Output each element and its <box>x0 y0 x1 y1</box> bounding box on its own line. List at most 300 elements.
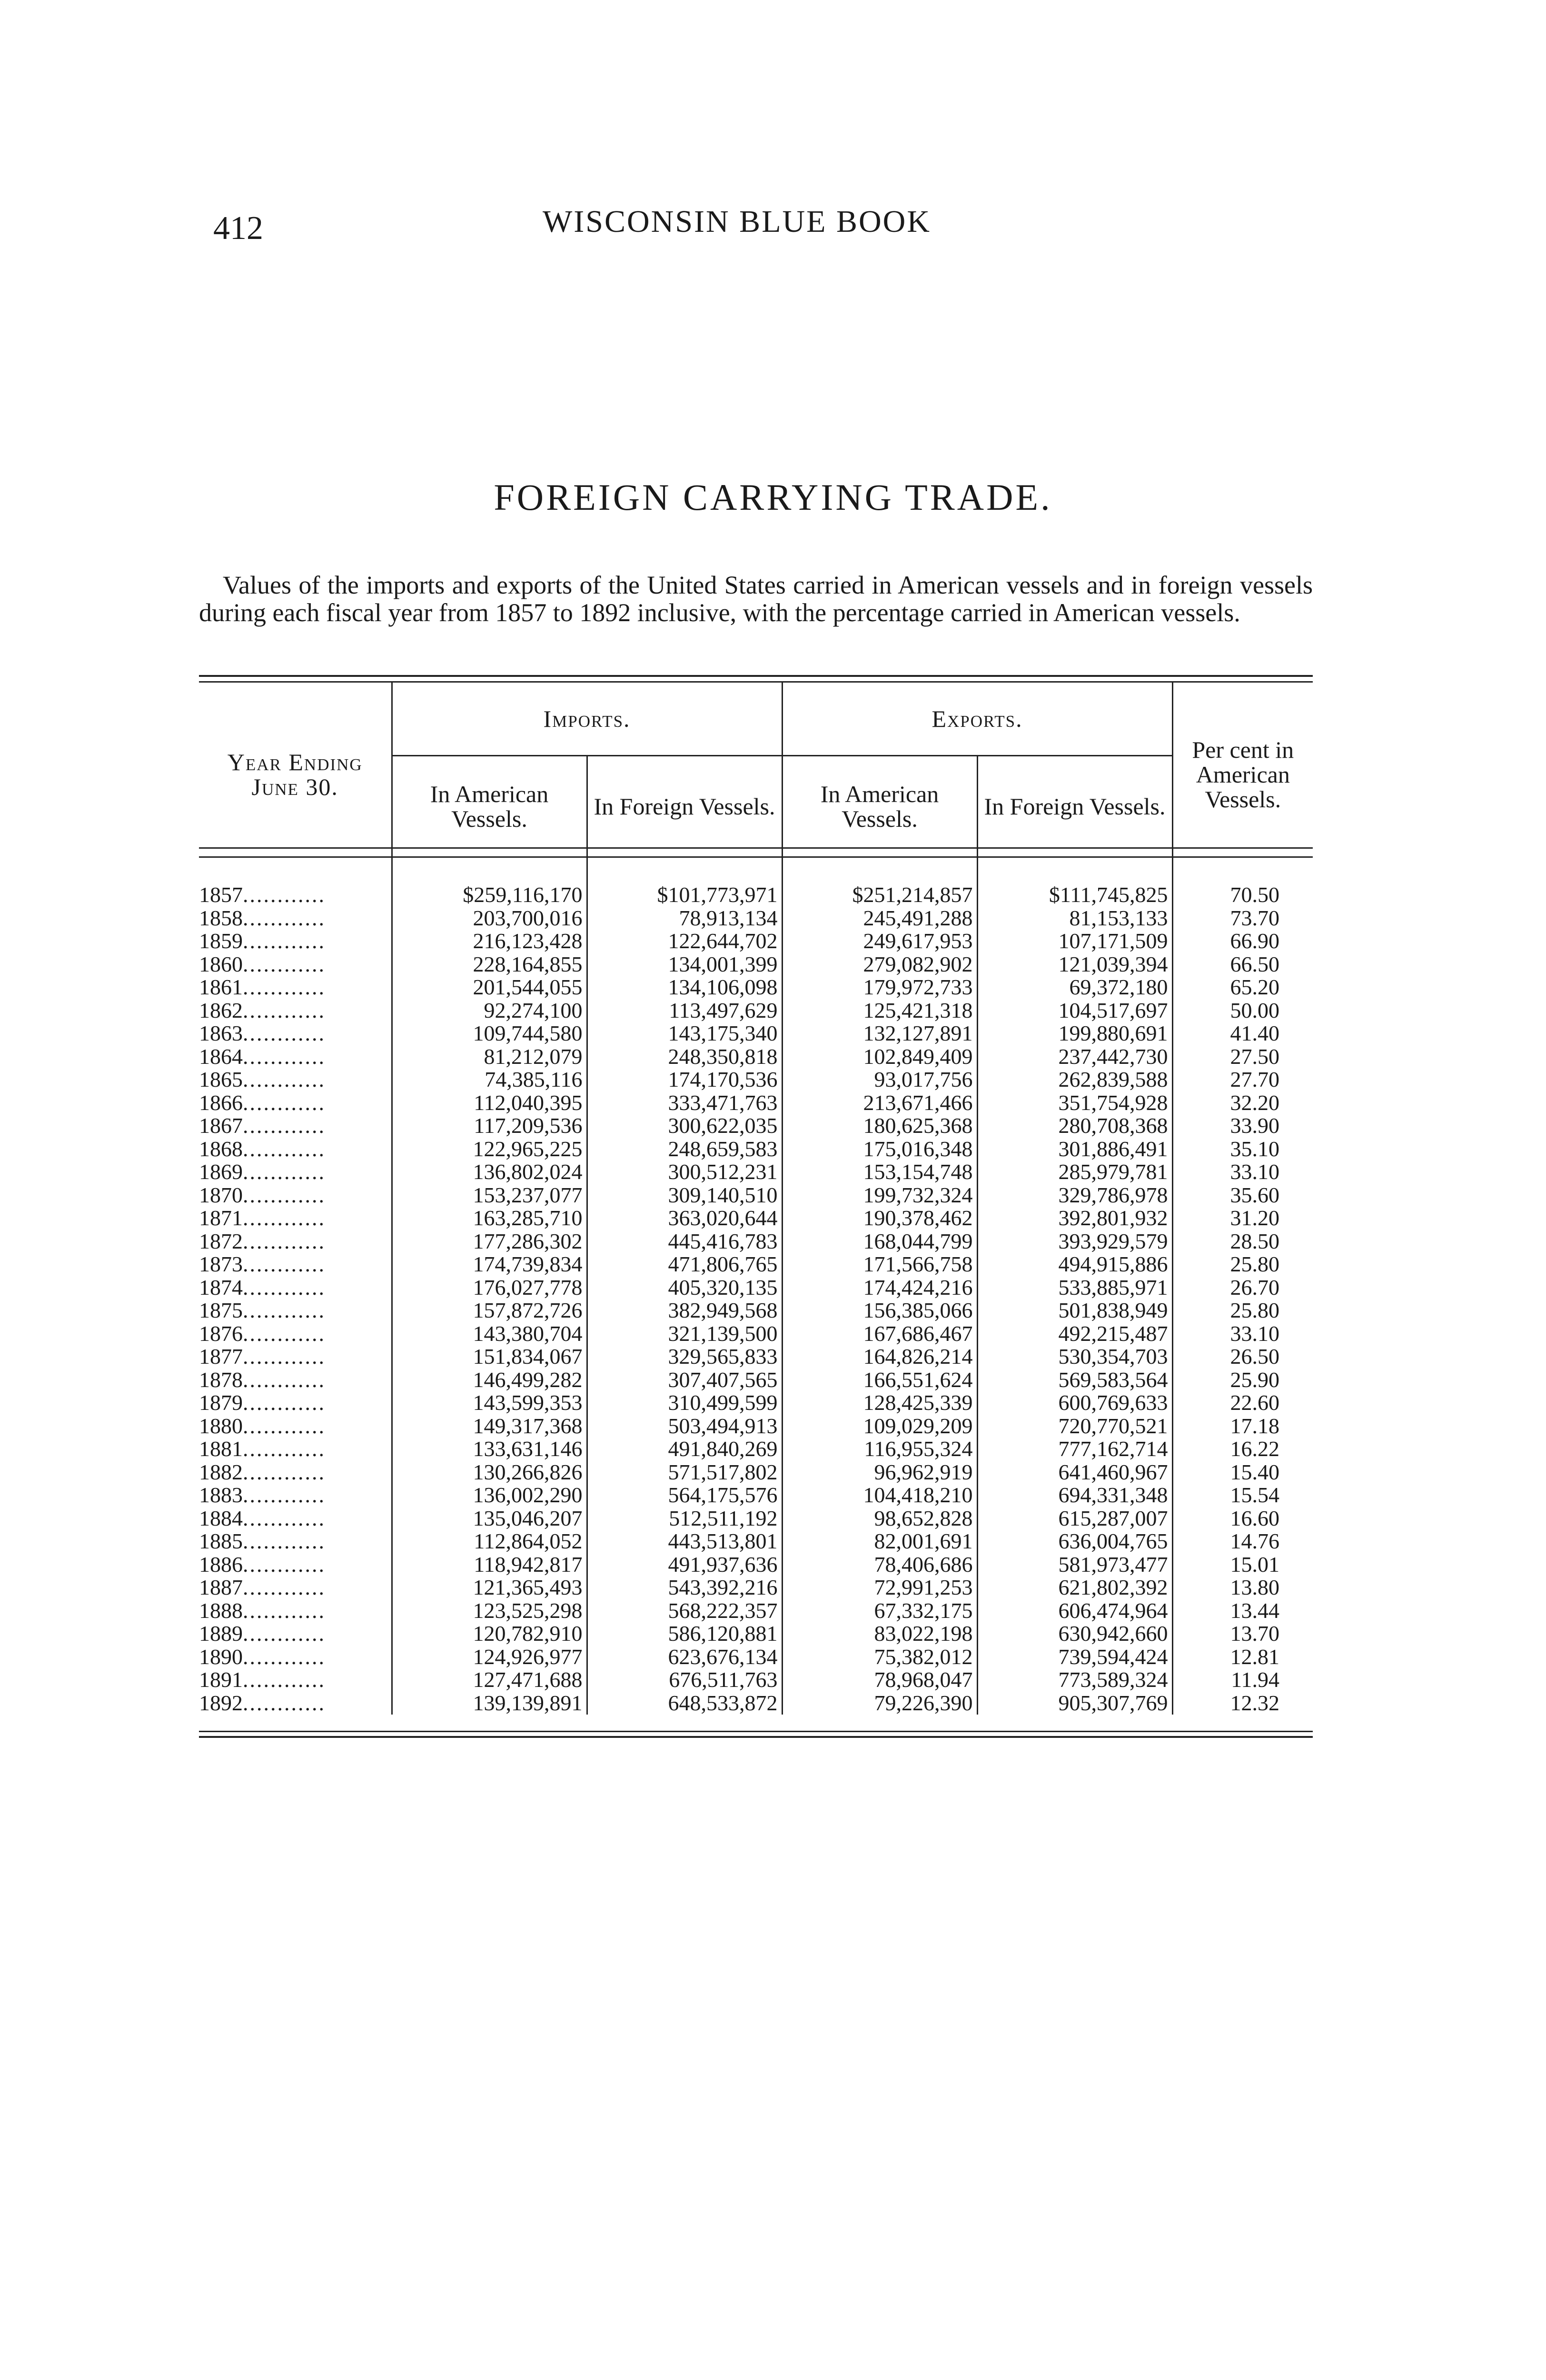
exports-foreign-cell: 262,839,588 <box>977 1068 1172 1091</box>
year-value: 1867 <box>199 1114 243 1138</box>
per-cent-cell: 35.10 <box>1230 1137 1280 1160</box>
year-value: 1869 <box>199 1160 243 1184</box>
year-value: 1863 <box>199 1022 243 1045</box>
imports-foreign-cell: 405,320,135 <box>587 1276 782 1299</box>
leader-dots: ............ <box>243 1484 326 1507</box>
year-value: 1871 <box>199 1207 243 1230</box>
leader-dots: ............ <box>243 906 326 930</box>
year-cell <box>199 1668 392 1692</box>
imports-american-cell: 143,599,353 <box>392 1391 587 1415</box>
exports-american-cell: 164,826,214 <box>782 1345 977 1368</box>
year-cell <box>199 1184 392 1207</box>
imports-foreign-cell: 382,949,568 <box>587 1299 782 1322</box>
exports-american-cell: 180,625,368 <box>782 1114 977 1138</box>
exports-american-cell: 125,421,318 <box>782 999 977 1022</box>
leader-dots: ............ <box>243 1068 326 1091</box>
exports-foreign-cell: 581,973,477 <box>977 1553 1172 1577</box>
leader-dots: ............ <box>243 1368 326 1391</box>
table-row <box>199 1091 1313 1115</box>
year-cell <box>199 1253 392 1276</box>
table-row <box>199 1045 1313 1069</box>
imports-foreign-cell: 134,001,399 <box>587 953 782 976</box>
table-row <box>199 1368 1313 1392</box>
imports-foreign-cell: 248,659,583 <box>587 1138 782 1161</box>
per-cent-cell: 25.80 <box>1230 1253 1280 1276</box>
imports-american-cell: 216,123,428 <box>392 930 587 953</box>
table-row <box>199 1230 1313 1253</box>
imports-foreign-cell: 491,840,269 <box>587 1438 782 1461</box>
imports-american-cell: 118,942,817 <box>392 1553 587 1577</box>
per-cent-cell: 31.20 <box>1230 1207 1280 1230</box>
per-cent-cell: 27.50 <box>1230 1045 1280 1068</box>
per-cent-cell: 17.18 <box>1230 1414 1280 1438</box>
imports-foreign-cell: $101,773,971 <box>587 883 782 907</box>
exports-american-cell: 190,378,462 <box>782 1207 977 1230</box>
leader-dots: ............ <box>243 1183 326 1207</box>
leader-dots: ............ <box>243 1668 326 1692</box>
leader-dots: ............ <box>243 930 326 953</box>
year-value: 1890 <box>199 1645 243 1668</box>
page-title: FOREIGN CARRYING TRADE. <box>494 476 1052 518</box>
year-cell <box>199 1507 392 1530</box>
per-cent-cell: 66.90 <box>1230 930 1280 953</box>
exports-foreign-cell: 351,754,928 <box>977 1091 1172 1115</box>
exports-american-header: In American Vessels. <box>782 756 977 848</box>
table-row <box>199 1391 1313 1415</box>
exports-american-cell: 78,406,686 <box>782 1553 977 1577</box>
exports-american-cell: 199,732,324 <box>782 1184 977 1207</box>
imports-foreign-cell: 307,407,565 <box>587 1368 782 1392</box>
year-value: 1860 <box>199 952 243 976</box>
year-cell <box>199 1230 392 1253</box>
year-cell <box>199 930 392 953</box>
year-value: 1877 <box>199 1345 243 1368</box>
year-value: 1861 <box>199 976 243 999</box>
table-row <box>199 1207 1313 1230</box>
leader-dots: ............ <box>243 1137 326 1160</box>
imports-american-cell: 228,164,855 <box>392 953 587 976</box>
per-cent-cell: 11.94 <box>1231 1668 1280 1692</box>
leader-dots: ............ <box>243 1045 326 1068</box>
exports-american-cell: 171,566,758 <box>782 1253 977 1276</box>
year-cell <box>199 1368 392 1392</box>
exports-american-cell: 167,686,467 <box>782 1322 977 1346</box>
imports-foreign-cell: 568,222,357 <box>587 1599 782 1623</box>
per-cent-cell: 15.01 <box>1230 1553 1280 1576</box>
exports-foreign-cell: 777,162,714 <box>977 1438 1172 1461</box>
year-cell <box>199 1553 392 1577</box>
exports-american-cell: 93,017,756 <box>782 1068 977 1091</box>
imports-foreign-cell: 623,676,134 <box>587 1646 782 1669</box>
imports-header: Imports. <box>392 683 782 756</box>
per-cent-cell: 32.20 <box>1230 1091 1280 1114</box>
exports-american-cell: 78,968,047 <box>782 1668 977 1692</box>
leader-dots: ............ <box>243 1622 326 1646</box>
year-value: 1872 <box>199 1230 243 1253</box>
year-cell <box>199 1599 392 1623</box>
year-ending-line2: June 30. <box>251 773 338 800</box>
year-cell <box>199 1461 392 1484</box>
year-cell <box>199 1022 392 1045</box>
imports-foreign-cell: 300,512,231 <box>587 1160 782 1184</box>
imports-foreign-cell: 309,140,510 <box>587 1184 782 1207</box>
imports-american-cell: 81,212,079 <box>392 1045 587 1069</box>
per-cent-cell: 14.76 <box>1230 1530 1280 1553</box>
per-cent-cell: 13.80 <box>1230 1576 1280 1599</box>
imports-american-cell: 123,525,298 <box>392 1599 587 1623</box>
imports-american-cell: 174,739,834 <box>392 1253 587 1276</box>
imports-foreign-cell: 471,806,765 <box>587 1253 782 1276</box>
imports-american-cell: 109,744,580 <box>392 1022 587 1045</box>
table-row <box>199 930 1313 953</box>
exports-foreign-cell: 104,517,697 <box>977 999 1172 1022</box>
leader-dots: ............ <box>243 1253 326 1276</box>
table-row <box>199 1668 1313 1692</box>
imports-foreign-cell: 329,565,833 <box>587 1345 782 1368</box>
year-cell <box>199 1299 392 1322</box>
year-cell <box>199 1276 392 1299</box>
table-row <box>199 1022 1313 1045</box>
year-cell <box>199 1091 392 1115</box>
table-row <box>199 1415 1313 1438</box>
leader-dots: ............ <box>243 1438 326 1461</box>
exports-american-cell: 153,154,748 <box>782 1160 977 1184</box>
exports-foreign-cell: 621,802,392 <box>977 1576 1172 1599</box>
exports-foreign-cell: 694,331,348 <box>977 1484 1172 1507</box>
exports-foreign-cell: 199,880,691 <box>977 1022 1172 1045</box>
year-value: 1862 <box>199 999 243 1022</box>
leader-dots: ............ <box>243 883 326 907</box>
exports-header: Exports. <box>782 683 1172 756</box>
exports-foreign-cell: 492,215,487 <box>977 1322 1172 1346</box>
exports-american-cell: 249,617,953 <box>782 930 977 953</box>
imports-foreign-cell: 648,533,872 <box>587 1692 782 1715</box>
year-value: 1879 <box>199 1391 243 1415</box>
exports-american-cell: 166,551,624 <box>782 1368 977 1392</box>
year-value: 1857 <box>199 883 243 907</box>
exports-foreign-cell: 905,307,769 <box>977 1692 1172 1715</box>
per-cent-cell: 27.70 <box>1230 1068 1280 1091</box>
imports-american-cell: 92,274,100 <box>392 999 587 1022</box>
imports-american-cell: 136,802,024 <box>392 1160 587 1184</box>
exports-american-cell: 179,972,733 <box>782 976 977 999</box>
year-value: 1891 <box>199 1668 243 1692</box>
exports-american-cell: 104,418,210 <box>782 1484 977 1507</box>
imports-foreign-cell: 333,471,763 <box>587 1091 782 1115</box>
per-cent-cell: 65.20 <box>1230 976 1280 999</box>
exports-american-cell: 175,016,348 <box>782 1138 977 1161</box>
exports-american-cell: 132,127,891 <box>782 1022 977 1045</box>
year-cell <box>199 1045 392 1069</box>
imports-foreign-cell: 512,511,192 <box>587 1507 782 1530</box>
per-cent-cell: 22.60 <box>1230 1391 1280 1415</box>
imports-american-cell: $259,116,170 <box>392 883 587 907</box>
exports-foreign-cell: 739,594,424 <box>977 1646 1172 1669</box>
exports-american-cell: 98,652,828 <box>782 1507 977 1530</box>
exports-foreign-cell: 329,786,978 <box>977 1184 1172 1207</box>
page-number: 412 <box>213 210 263 247</box>
imports-american-cell: 124,926,977 <box>392 1646 587 1669</box>
exports-foreign-cell: 636,004,765 <box>977 1530 1172 1553</box>
year-value: 1859 <box>199 930 243 953</box>
imports-american-cell: 112,864,052 <box>392 1530 587 1553</box>
table-row <box>199 953 1313 976</box>
exports-foreign-cell: 569,583,564 <box>977 1368 1172 1392</box>
year-value: 1881 <box>199 1438 243 1461</box>
year-value: 1883 <box>199 1484 243 1507</box>
imports-foreign-cell: 300,622,035 <box>587 1114 782 1138</box>
per-cent-cell: 13.70 <box>1230 1622 1280 1646</box>
exports-foreign-cell: 494,915,886 <box>977 1253 1172 1276</box>
imports-american-cell: 151,834,067 <box>392 1345 587 1368</box>
exports-foreign-cell: 285,979,781 <box>977 1160 1172 1184</box>
year-value: 1874 <box>199 1276 243 1299</box>
year-cell <box>199 1207 392 1230</box>
exports-american-cell: 168,044,799 <box>782 1230 977 1253</box>
year-cell <box>199 1391 392 1415</box>
table-row <box>199 1068 1313 1091</box>
table-row <box>199 1576 1313 1599</box>
per-cent-cell: 26.70 <box>1230 1276 1280 1299</box>
year-cell <box>199 1622 392 1646</box>
year-cell <box>199 976 392 999</box>
leader-dots: ............ <box>243 1391 326 1415</box>
year-cell <box>199 1138 392 1161</box>
imports-foreign-cell: 676,511,763 <box>587 1668 782 1692</box>
table-row <box>199 1345 1313 1368</box>
exports-foreign-cell: 69,372,180 <box>977 976 1172 999</box>
leader-dots: ............ <box>243 1230 326 1253</box>
exports-american-cell: 79,226,390 <box>782 1692 977 1715</box>
year-value: 1866 <box>199 1091 243 1114</box>
exports-american-cell: 67,332,175 <box>782 1599 977 1623</box>
imports-american-cell: 146,499,282 <box>392 1368 587 1392</box>
foreign-carrying-trade-table <box>199 683 1313 1715</box>
table-row <box>199 907 1313 930</box>
imports-american-cell: 127,471,688 <box>392 1668 587 1692</box>
per-cent-cell: 12.81 <box>1230 1645 1280 1668</box>
leader-dots: ............ <box>243 999 326 1022</box>
imports-american-cell: 117,209,536 <box>392 1114 587 1138</box>
year-value: 1884 <box>199 1507 243 1530</box>
leader-dots: ............ <box>243 1530 326 1553</box>
per-cent-cell: 70.50 <box>1230 883 1280 907</box>
imports-foreign-cell: 571,517,802 <box>587 1461 782 1484</box>
trade-table-container <box>199 675 1313 1738</box>
table-row <box>199 1646 1313 1669</box>
imports-american-cell: 122,965,225 <box>392 1138 587 1161</box>
year-value: 1858 <box>199 906 243 930</box>
leader-dots: ............ <box>243 1091 326 1114</box>
year-cell <box>199 1114 392 1138</box>
per-cent-cell: 73.70 <box>1230 906 1280 930</box>
exports-foreign-cell: 606,474,964 <box>977 1599 1172 1623</box>
exports-american-cell: 75,382,012 <box>782 1646 977 1669</box>
year-cell <box>199 1530 392 1553</box>
year-value: 1885 <box>199 1530 243 1553</box>
imports-foreign-cell: 363,020,644 <box>587 1207 782 1230</box>
table-row <box>199 1114 1313 1138</box>
leader-dots: ............ <box>243 1276 326 1299</box>
per-cent-header: Per cent in American Vessels. <box>1192 736 1294 813</box>
imports-american-cell: 201,544,055 <box>392 976 587 999</box>
year-value: 1876 <box>199 1322 243 1345</box>
leader-dots: ............ <box>243 1414 326 1438</box>
exports-foreign-cell: 533,885,971 <box>977 1276 1172 1299</box>
imports-american-cell: 177,286,302 <box>392 1230 587 1253</box>
imports-american-cell: 163,285,710 <box>392 1207 587 1230</box>
year-cell <box>199 1415 392 1438</box>
per-cent-cell: 33.90 <box>1230 1114 1280 1138</box>
exports-foreign-cell: 773,589,324 <box>977 1668 1172 1692</box>
exports-foreign-cell: 630,942,660 <box>977 1622 1172 1646</box>
imports-foreign-cell: 113,497,629 <box>587 999 782 1022</box>
per-cent-cell: 15.40 <box>1230 1460 1280 1484</box>
year-cell <box>199 999 392 1022</box>
per-cent-cell: 16.60 <box>1230 1507 1280 1530</box>
exports-foreign-cell: 501,838,949 <box>977 1299 1172 1322</box>
leader-dots: ............ <box>243 1207 326 1230</box>
per-cent-cell: 15.54 <box>1230 1484 1280 1507</box>
imports-foreign-cell: 78,913,134 <box>587 907 782 930</box>
imports-foreign-cell: 174,170,536 <box>587 1068 782 1091</box>
per-cent-cell: 25.90 <box>1230 1368 1280 1391</box>
exports-american-cell: 156,385,066 <box>782 1299 977 1322</box>
exports-foreign-cell: 641,460,967 <box>977 1461 1172 1484</box>
exports-american-cell: 174,424,216 <box>782 1276 977 1299</box>
year-ending-line1: Year Ending <box>227 748 363 775</box>
imports-foreign-cell: 491,937,636 <box>587 1553 782 1577</box>
exports-american-cell: 83,022,198 <box>782 1622 977 1646</box>
exports-american-cell: 128,425,339 <box>782 1391 977 1415</box>
imports-foreign-cell: 248,350,818 <box>587 1045 782 1069</box>
exports-foreign-cell: 392,801,932 <box>977 1207 1172 1230</box>
exports-foreign-header: In Foreign Vessels. <box>977 756 1172 848</box>
year-cell <box>199 1576 392 1599</box>
exports-american-cell: 279,082,902 <box>782 953 977 976</box>
imports-foreign-cell: 503,494,913 <box>587 1415 782 1438</box>
table-row <box>199 1484 1313 1507</box>
exports-american-cell: 245,491,288 <box>782 907 977 930</box>
year-value: 1868 <box>199 1137 243 1160</box>
exports-foreign-cell: 107,171,509 <box>977 930 1172 953</box>
table-row <box>199 1438 1313 1461</box>
imports-foreign-cell: 586,120,881 <box>587 1622 782 1646</box>
imports-foreign-cell: 443,513,801 <box>587 1530 782 1553</box>
imports-foreign-cell: 122,644,702 <box>587 930 782 953</box>
per-cent-cell: 25.80 <box>1230 1299 1280 1322</box>
leader-dots: ............ <box>243 1345 326 1368</box>
table-row <box>199 1322 1313 1346</box>
imports-foreign-cell: 310,499,599 <box>587 1391 782 1415</box>
leader-dots: ............ <box>243 952 326 976</box>
year-value: 1864 <box>199 1045 243 1068</box>
bottom-rule <box>199 1731 1313 1738</box>
exports-foreign-cell: 121,039,394 <box>977 953 1172 976</box>
leader-dots: ............ <box>243 1507 326 1530</box>
table-row <box>199 1138 1313 1161</box>
year-value: 1882 <box>199 1460 243 1484</box>
per-cent-cell: 66.50 <box>1230 952 1280 976</box>
exports-foreign-cell: 720,770,521 <box>977 1415 1172 1438</box>
imports-american-cell: 143,380,704 <box>392 1322 587 1346</box>
imports-american-header: In American Vessels. <box>392 756 587 848</box>
year-cell <box>199 1345 392 1368</box>
table-row <box>199 1553 1313 1577</box>
exports-american-cell: 96,962,919 <box>782 1461 977 1484</box>
exports-foreign-cell: 600,769,633 <box>977 1391 1172 1415</box>
leader-dots: ............ <box>243 976 326 999</box>
per-cent-cell: 35.60 <box>1230 1183 1280 1207</box>
year-ending-header <box>199 683 392 848</box>
table-row <box>199 1599 1313 1623</box>
table-body <box>199 883 1313 1715</box>
per-cent-cell: 33.10 <box>1230 1322 1280 1345</box>
imports-foreign-cell: 445,416,783 <box>587 1230 782 1253</box>
year-cell <box>199 1692 392 1715</box>
leader-dots: ............ <box>243 1322 326 1345</box>
exports-american-cell: 116,955,324 <box>782 1438 977 1461</box>
year-value: 1887 <box>199 1576 243 1599</box>
imports-american-cell: 120,782,910 <box>392 1622 587 1646</box>
exports-foreign-cell: 615,287,007 <box>977 1507 1172 1530</box>
year-cell <box>199 1068 392 1091</box>
imports-foreign-cell: 564,175,576 <box>587 1484 782 1507</box>
per-cent-cell: 50.00 <box>1230 999 1280 1022</box>
exports-foreign-cell: $111,745,825 <box>977 883 1172 907</box>
table-row <box>199 1507 1313 1530</box>
imports-american-cell: 121,365,493 <box>392 1576 587 1599</box>
exports-foreign-cell: 530,354,703 <box>977 1345 1172 1368</box>
imports-american-cell: 136,002,290 <box>392 1484 587 1507</box>
imports-american-cell: 203,700,016 <box>392 907 587 930</box>
year-value: 1865 <box>199 1068 243 1091</box>
exports-american-cell: 72,991,253 <box>782 1576 977 1599</box>
imports-foreign-cell: 134,106,098 <box>587 976 782 999</box>
year-cell <box>199 1484 392 1507</box>
table-header <box>199 683 1313 883</box>
intro-paragraph: Values of the imports and exports of the United States carried in American vessels and in foreign vessels during each fiscal year from 1857 to 1892 inclusive, with the percentage carried in American vessels. <box>199 571 1313 627</box>
imports-american-cell: 133,631,146 <box>392 1438 587 1461</box>
leader-dots: ............ <box>243 1691 326 1715</box>
exports-american-cell: 109,029,209 <box>782 1415 977 1438</box>
exports-american-cell: $251,214,857 <box>782 883 977 907</box>
year-cell <box>199 883 392 907</box>
exports-foreign-cell: 301,886,491 <box>977 1138 1172 1161</box>
exports-foreign-cell: 237,442,730 <box>977 1045 1172 1069</box>
leader-dots: ............ <box>243 1299 326 1322</box>
table-row <box>199 1184 1313 1207</box>
year-value: 1880 <box>199 1414 243 1438</box>
table-row <box>199 1160 1313 1184</box>
top-rule <box>199 675 1313 683</box>
leader-dots: ............ <box>243 1645 326 1668</box>
year-value: 1873 <box>199 1253 243 1276</box>
exports-foreign-cell: 81,153,133 <box>977 907 1172 930</box>
per-cent-cell: 13.44 <box>1230 1599 1280 1622</box>
per-cent-cell: 12.32 <box>1230 1691 1280 1715</box>
year-value: 1888 <box>199 1599 243 1622</box>
table-row <box>199 999 1313 1022</box>
year-value: 1892 <box>199 1691 243 1715</box>
running-head: WISCONSIN BLUE BOOK <box>543 204 931 239</box>
year-cell <box>199 1322 392 1346</box>
imports-american-cell: 135,046,207 <box>392 1507 587 1530</box>
imports-foreign-cell: 543,392,216 <box>587 1576 782 1599</box>
leader-dots: ............ <box>243 1599 326 1622</box>
table-row <box>199 1461 1313 1484</box>
exports-foreign-cell: 280,708,368 <box>977 1114 1172 1138</box>
